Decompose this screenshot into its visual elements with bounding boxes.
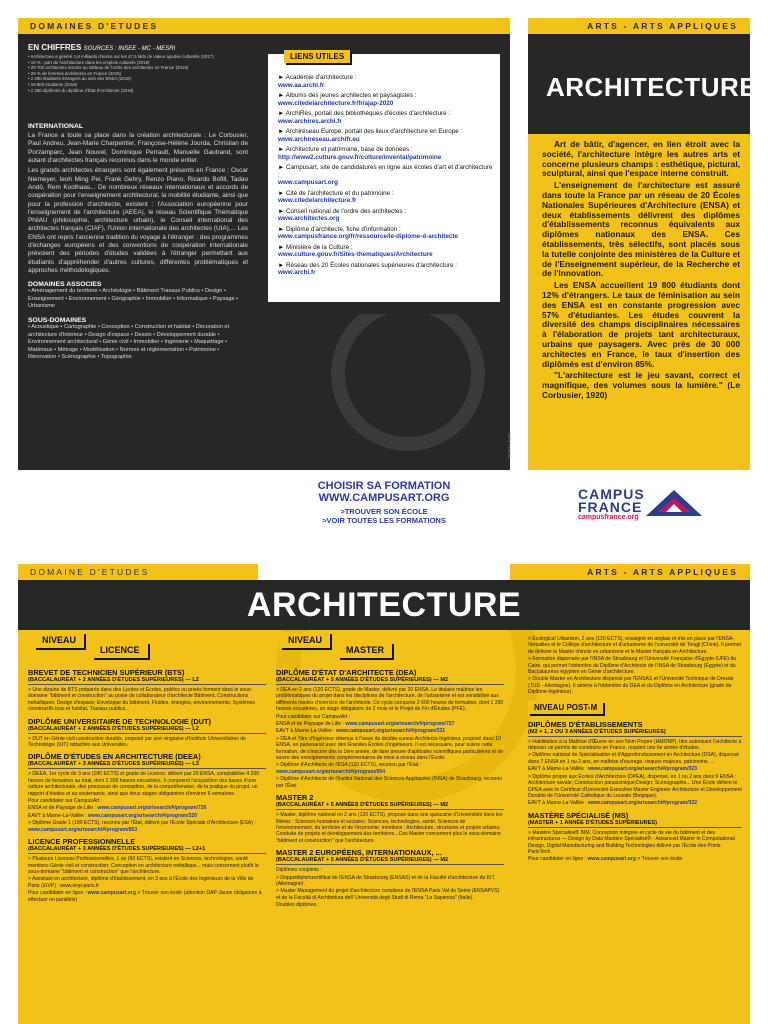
text-segment: > DEA et Titre d'Ingénieur obtenus à l'issue du double-cursus Architecte-Ingénieur, proposé dans 10 ENSA, en partenariat avec des Grandes Écoles d'ingénieurs. Il est nécessaire, pour suivre cette formation, de s'inscrire dès la 1ère année, de faire preuve d'aptitudes scientifiques particulières et de suivre des enseignements complémentaires de mise à niveau dans l'École. [276, 735, 504, 762]
diploma-subheading: (BACCALAURÉAT + 3 ANNÉES D'ÉTUDES SUPÉRIEURES) — L3 [28, 761, 266, 769]
intro-para-4: "L'architecture est le jeu savant, correct et magnifique, des volumes sous la lumière." (Le Corbusier, 1920) [542, 370, 740, 400]
diploma-text [28, 820, 266, 833]
lien-url[interactable]: www.culture.gouv.fr/Sites-thematiques/Architecture [278, 251, 433, 258]
text-segment: Pour candidater sur CampusArt : [28, 798, 103, 805]
campus-france-triangle-icon [644, 488, 704, 518]
niveau-tag-licence: NIVEAU [34, 632, 84, 648]
diploma-text [28, 736, 266, 749]
post-master-column [528, 636, 742, 1022]
top-left-bar [18, 18, 510, 34]
licence-tag: LICENCE [92, 642, 148, 658]
text-segment: Diplômes conjoints : [276, 867, 322, 874]
diploma-subheading: (BACCALAURÉAT + 2 ANNÉES D'ÉTUDES SUPÉRIEURES) — L2 [28, 726, 266, 734]
date-note: Octobre 2020 [506, 434, 511, 459]
architecture-title: ARCHITECTURE [546, 72, 758, 102]
lien-item: ► ArchiRès, portail des bibliothèques d'écoles d'architecture : www.archires.archi.fr [278, 110, 451, 125]
intro-para-2: L'enseignement de l'architecture est assuré dans toute la France par un réseau de 20 Écoles Nationales Supérieures d'Architecture (ENSA) et deux établissements délivrent des diplômes d'établissements reconnus équivalents aux diplômes nationaux des ENSA. Ces établissements, très sélectifs, sont placés sous la tutelle conjointe des ministères de la Culture et de l'Enseignement supérieur, de la Recherche et de l'Innovation. [542, 180, 740, 279]
diploma-text [528, 656, 742, 675]
diploma-heading: MASTER 2 [276, 793, 314, 803]
program-link[interactable]: www.campusart.org [87, 890, 136, 897]
master-column [276, 664, 504, 1022]
program-link[interactable]: www.campusart.org/artsearch/#/program/322 [588, 800, 698, 807]
middle-dark-panel [258, 34, 510, 470]
diploma-text [528, 676, 742, 695]
text-segment: > Master Management du projet d'architecture complexe de l'ENSA Paris Val de Seine (ENSAPVS) et de la Facoltà di Architettura dell' Università degli Studi di Roma "La Sapienza" (Italie). [276, 888, 500, 901]
program-link[interactable]: www.campusart.org/artsearch/#/program/726 [97, 805, 207, 812]
chiffre-line: • 29 % de femmes architectes en France (2019) [28, 70, 122, 76]
lien-item: ► Cité de l'architecture et du patrimoine : www.citedelarchitecture.fr [278, 189, 394, 204]
liens-list [278, 74, 494, 280]
diploma-text [28, 876, 266, 889]
niveau-tag-master: NIVEAU [280, 632, 330, 648]
program-link[interactable]: www.campusart.org [587, 856, 636, 863]
international-text-2: Les grands architectes étrangers sont également présents en France : Oscar Niemeyer, Ieoh Ming Pei, Frank Gehry, Renzo Piano, Ricardo Bofill, Tadao Andō, Rem Koolhaas... De nombreux réseaux internationaux et accords de coopération pour l'enseignement architectural, la mobilité étudiante, ainsi que pour la profession d'architecte, existent : l'Association européenne pour l'enseignement de l'architecture (AEEA), le réseau Scientifique Thématique PhilAU (philosophie, architecture urbain), le Conseil international des architectes français (CIAF), l'Union internationale des architectes (UIA),... Les ENSA ont repris l'ancienne tradition du voyage à l'étranger : des programmes d'échanges européens et des conventions de coopération internationale prévoient des périodes d'études validées à l'étranger permettant aux étudiants d'appréhender d'autres cultures, différentes problématiques et approches méthodologiques. [28, 167, 248, 274]
lien-label: Réseau des 20 Écoles nationales supérieures d'architecture : [285, 261, 457, 269]
program-link[interactable]: www.campusart.org/artsearch/#/program/853 [28, 826, 138, 833]
text-segment: ENSA et de Paysage de Lille : [276, 721, 346, 728]
text-segment: > Trouver son école (attention DAP-Jaune obligatoire à effectuer en parallèle) [28, 890, 262, 903]
diploma-heading: MASTÈRE SPÉCIALISÉ (MS) [528, 810, 629, 820]
diploma-heading: DIPLÔME UNIVERSITAIRE DE TECHNOLOGIE (DUT) [28, 716, 211, 726]
text-segment: EAVT à Marne-La-Vallée : [528, 800, 589, 807]
text-segment: > Master, diplôme national en 2 ans (120 ECTS), proposé dans une quinzaine d'Universités dans les filières : Sciences humaines et sociales; Sciences, technologies, santé; Sciences de l'environnement, du territoire et de l'économie; mentions : Architecture, structures et projets urbains; Conduite de projets et développement des territoires...Ces Master concernent plus le sous-domaine "bâtiment et construction" que l'architecture. [276, 812, 503, 844]
text-segment: > Habilitation à la Maîtrise d'Œuvre en son Nom Propre (HMONP), titre autorisant l'architecte à déposer un permis de construire en France, requiert une 6e année d'études. [528, 738, 742, 752]
lien-url[interactable]: www.citedelarchitecture.fr/fr/ajap-2020 [278, 99, 394, 107]
choisir-block [258, 480, 510, 525]
diploma-text [28, 890, 266, 903]
diploma-text [276, 762, 504, 775]
licence-column [28, 664, 266, 1022]
bottom-title-block [18, 580, 750, 630]
text-segment: > Diplôme propre aux Écoles d'Architecture (DPEA), dispensé, en 1 ou 2 ans dans 9 ENSA : Architecture navale; Construction parasismique;Design; Scénographie... Une École délivre le DPEA avec le Certificat d'Université Executive Master Engineer Architecture et Développement Durable de l'Université Catholique du Louvain (Belgique). [528, 773, 742, 799]
text-segment: > DEA en 2 ans (120 ECTS), grade de Master, délivré par 20 ENSA. Le titulaire maîtrise les problématiques du projet dans les disciplines de l'architecture, de l'urbanisme et est sensibilisé aux différents modes d'exercice de l'architecte. Ce cycle comporte 2 600 heures de formation, dont 1 200 heures encadrées, un stage obligatoire de 2 mois et le Projet de Fin d'Études (PFE). [276, 687, 504, 713]
bottom-right-bar [510, 564, 750, 580]
diploma-text [276, 687, 504, 713]
diploma-subheading: (BACCALAURÉAT + 5 ANNÉES D'ÉTUDES SUPÉRIEURES) — M2 [276, 857, 504, 865]
logo-line-1: CAMPUS [578, 486, 645, 502]
diploma-text [28, 805, 266, 811]
intro-para-1: Art de bâtir, d'agencer, en lien étroit avec la société, l'architecture intègre les autres arts et concerne plusieurs champs : esthétique, pictural, sculptural, ainsi que l'espace interne construit. [542, 139, 740, 179]
lien-item: ► Albums des jeunes architectes et paysagistes : www.citedelarchitecture.fr/fr/ajap-2020 [278, 92, 417, 107]
text-segment: > Diplôme d'Architecte de l'Institut National des Sciences Appliquées (INSA) de Strasbourg, reconnu par l'État. [276, 776, 503, 789]
lien-url[interactable]: www.archireseau.archifr.eu [278, 135, 360, 143]
chiffre-line: • 29 700 architectes inscrits au tableau de l'ordre des architectes en France (2019) [28, 65, 189, 71]
diploma-subheading: (MASTER + 1 ANNÉE D'ÉTUDES SUPÉRIEURES) [528, 820, 742, 828]
logo-url: campusfrance.org [578, 514, 639, 521]
diploma-text [528, 830, 742, 856]
lien-url[interactable]: www.citedelarchitecture.fr [278, 197, 357, 204]
text-segment: > Assistant en architecture, diplôme d'établissement, en 3 ans à l'École des Ingénieurs de la Ville de Paris (EIVP) : www.eivp-paris.fr [28, 876, 254, 889]
lien-item: ► Architecture et patrimoine, base de données : http://www2.culture.gouv.fr/culture/inventai/patrimoine [278, 146, 442, 161]
text-segment: EAVT à Marne-La-Vallée : [28, 812, 89, 819]
title-block [528, 34, 758, 134]
text-segment: Doubles diplômes : [276, 902, 320, 909]
international-title: INTERNATIONAL [28, 123, 83, 131]
international-text: La France a toute sa place dans la création architecturale : Le Corbusier, Paul Andreu, Jean-Marie Charpentier, Françoise-Hélène Jourda, Christian de Porzamparc, Jean Nouvel, Dominique Perrault, Manuelle Gautrand, sont autant d'architectes français reconnus dans le monde entier. [28, 132, 248, 165]
lien-label: Cité de l'architecture et du patrimoine : [285, 189, 394, 197]
diploma-text [28, 856, 266, 875]
diploma-text [276, 721, 504, 727]
bottom-bar-gap [258, 564, 510, 580]
chiffres-sources: SOURCES : INSEE - MC - MESRI [83, 46, 176, 52]
liens-title: LIENS UTILES [284, 50, 350, 63]
text-segment: > Une dizaine de BTS préparés dans des Lycées et Écoles, publics ou privés forment dans le sous-domaine "bâtiment et construction" au poste de collaborateur d'architecte Bâtiment, Constructions métalliques; Design d'espace; Enveloppe du bâtiment, Fluides, énergies, environnements; Systèmes constructifs bois et habitat, Travaux publics... [28, 687, 255, 713]
lien-label: Architecture et patrimoine, base de données : [285, 146, 413, 153]
text-segment: EAVT à Marne-La-Vallée : [276, 728, 337, 735]
voir-formations-link[interactable]: >VOIR TOUTES LES FORMATIONS [322, 516, 446, 525]
text-segment: > Plusieurs Licences Professionnelles, 1 an (60 ECTS), existent en Sciences, technologies, santé mentions Génie civil et construction; Conception en architecture métallique... mais concernent plutôt le sous-domaine "bâtiment et construction" que l'architecture. [28, 856, 259, 875]
diploma-text [528, 636, 742, 655]
diploma-text [528, 774, 742, 800]
diploma-text [28, 771, 266, 797]
trouver-ecole-link[interactable]: >TROUVER SON ÉCOLE [340, 507, 428, 516]
sous-domaines-text: • Acoustique • Cartographie • Conception • Construction et habitat • Décoration et architecture d'intérieur • Design d'espace • Dessin • Développement durable • Environnement architectural • Génie civil • Immobilier • Ingénierie • Maquettage • Matériaux • Métrage • Modélisation • Normes et réglementation • Patrimoine • Rénovation • Scénographie • Topographie [28, 323, 230, 361]
lien-label: Académie d'architecture : [285, 74, 357, 81]
chiffre-line: • 2 280 étudiants étrangers au sein des ENSA (2018) [28, 76, 132, 82]
text-segment: > Diplôme Grade 1 (180 ECTS), reconnu par l'État, délivré par l'École Spéciale d'Architecture (ESA) : [28, 820, 256, 827]
chiffre-line: • Architecture a généré 1,8 milliards d'euros sur les 47,5 Mds de valeur ajoutée culturelle (2017) [28, 54, 214, 59]
logo-line-2: FRANCE [578, 499, 643, 515]
diploma-text [528, 739, 742, 752]
lien-label: Conseil national de l'ordre des architectes : [285, 207, 407, 215]
lien-item: ► Ministère de la Culture : www.culture.gouv.fr/Sites-thematiques/Architecture [278, 243, 433, 258]
intro-para-3: Les ENSA accueillent 19 800 étudiants dont 12% d'étrangers. Le taux de féminisation au sein des ENSA est en constante progression avec 57% d'étudiantes. Les études couvrent la diversité des champs disciplinaires nécessaires à l'élaboration de projets tant architecturaux, urbains que paysagers. Avec près de 30 000 architectes en France, le taux d'insertion des diplômés est d'environ 85%. [542, 280, 740, 369]
chiffres-title: EN CHIFFRES [28, 43, 82, 52]
diploma-subheading: (BACCALAURÉAT + 2 ANNÉES D'ÉTUDES SUPÉRIEURES) — L2 [28, 677, 266, 685]
diploma-text [28, 813, 266, 819]
program-link[interactable]: www.campusart.org/artsearch/#/program/323 [588, 766, 698, 773]
lien-item: ► Académie d'architecture : www.aa.archi.fr [278, 74, 357, 89]
sous-domaines-title: SOUS-DOMAINES [28, 316, 87, 324]
choisir-url[interactable]: WWW.CAMPUSART.ORG [318, 492, 450, 504]
bottom-left-bar [18, 564, 258, 580]
lien-url[interactable]: www.archi.fr [278, 269, 316, 276]
diploma-subheading: (BACCALAURÉAT + 5 ANNÉES D'ÉTUDES SUPÉRIEURES) — M2 [276, 677, 504, 685]
text-segment: EAVT à Marne-La-Vallée : [528, 766, 589, 773]
diploma-text [28, 798, 266, 804]
lien-item: ► Réseau des 20 Écoles nationales supérieures d'architecture : www.archi.fr [278, 261, 457, 276]
text-segment: Pour candidater en ligne : [28, 890, 88, 897]
chiffre-line: • 16 % : part de l'architecture dans les emplois culturels (2019) [28, 59, 150, 65]
diploma-subheading: (BACCALAURÉAT + 5 ANNÉES D'ÉTUDES SUPÉRIEURES) — M2 [276, 802, 504, 810]
lien-label: Diplôme d'architecte, fiche d'information : [285, 225, 401, 233]
text-segment: > Mastère Spécialisé® BIM, Conception intégrée et cycle de vie du bâtiment et des infrastructures — Design by Data Mastère Spécialisé® - Advanced Master in Computational Design, Digital Manufacturing and Building Technologies délivré par l'École des Ponts ParisTech. [528, 829, 735, 855]
chiffre-line: • 2 280 diplômés du diplôme d'État d'Architecte (2019) [28, 87, 134, 93]
choisir-title: CHOISIR SA FORMATION [317, 480, 451, 492]
text-segment: > Ecological Urbanism, 2 ans (120 ECTS), enseigné en anglais et mis en place par l'ENSA-Versailles et le Collège d'architecture et d'urbanisme de l'université de Tongji (Chine). Il permet de délivrer le Master chinois en urbanisme et le Master français en Architecture. [528, 636, 741, 655]
diploma-text [528, 856, 742, 862]
diploma-text [528, 766, 742, 772]
domaines-title: DOMAINES ASSOCIES [28, 281, 102, 289]
chiffre-line: • 19 800 étudiants (2019) [28, 81, 78, 87]
lien-url[interactable]: www.campusfrance.org/fr/ressource/le-diplome-d-architecte [278, 233, 458, 240]
text-segment: > Doppeldiplomzertifikat de l'ENSA de Strasbourg (ENSAS) et de la Faculté d'architecture du KIT (Allemagne). [276, 874, 495, 887]
diploma-subheading: (BACCALAURÉAT + 3 ANNÉES D'ÉTUDES SUPÉRIEURES) — L2+1 [28, 846, 266, 854]
diploma-heading: BREVET DE TECHNICIEN SUPÉRIEUR (BTS) [28, 668, 185, 677]
diploma-text [528, 800, 742, 806]
diploma-text [276, 812, 504, 844]
campus-france-logo [578, 488, 718, 528]
lien-item: ► Diplôme d'architecte, fiche d'information : www.campusfrance.org/fr/ressource/le-diplome-d-architecte [278, 225, 458, 240]
intro-panel [528, 134, 750, 470]
diploma-subheading: (M2 + 1, 2 OU 3 ANNÉES D'ÉTUDES SUPÉRIEURES) [528, 729, 742, 737]
lien-item: ► Archiréseau Europe, portail des lieux d'architecture en Europe : www.archireseau.archifr.eu [278, 128, 463, 143]
text-segment: > Double Master en Architecture dispensé par l'ENSAS et l'Université Technique de Dresde (TUD - Allemagne). Il amène à l'obtention du DEA et du Diplôme en Architecture (grade de Diplôme-Ingénieur). [528, 676, 734, 696]
lien-label: Albums des jeunes architectes et paysagistes : [285, 92, 417, 99]
diploma-text [276, 888, 504, 901]
diploma-text [528, 752, 742, 765]
chiffres-heading [28, 43, 248, 52]
bottom-architecture-title: ARCHITECTURE [246, 586, 522, 624]
diploma-heading: LICENCE PROFESSIONNELLE [28, 837, 136, 847]
diploma-text [276, 902, 504, 908]
lien-item: ► Campusart, site de candidatures en ligne aux écoles d'art et d'architecture : www.campusart.org [278, 164, 493, 186]
lien-url[interactable]: www.aa.archi.fr [278, 81, 325, 89]
decorative-logo-icon [298, 314, 498, 464]
lien-url[interactable]: http://www2.culture.gouv.fr/culture/inventai/patrimoine [278, 153, 442, 161]
text-segment: > Trouver son école [635, 856, 683, 863]
text-segment: ENSA et de Paysage de Lille : [28, 805, 98, 812]
lien-label: Ministère de la Culture : [285, 243, 353, 251]
lien-url[interactable]: www.archires.archi.fr [278, 117, 342, 125]
category-label: ARTS - ARTS APPLIQUES [587, 21, 738, 31]
lien-label: Campusart, site de candidatures en ligne aux écoles d'art et d'architecture : [278, 164, 493, 179]
post-m-tag: NIVEAU POST-M [528, 701, 603, 714]
diploma-text [276, 714, 504, 720]
left-dark-panel [18, 34, 258, 470]
text-segment: > Formation dispensée par l'INSA de Strasbourg et l'Université Française d'Égypte (UFE) du Caire, qui permet l'obtention du Diplôme d'Architecte de l'INSA de Strasbourg (Égypte) et du Baccalauréos égyptien en Génie d'architecture. [528, 656, 737, 676]
program-link[interactable]: www.campusart.org/artsearch/#/program/854 [276, 768, 386, 775]
text-segment: Pour candidater sur CampusArt : [276, 713, 351, 720]
program-link[interactable]: www.campusart.org/artsearch/#/program/727 [345, 721, 455, 728]
program-link[interactable]: www.campusart.org/artsearch/#/program/320 [88, 812, 198, 819]
text-segment: > DEEA, 1er cycle de 3 ans (180 ECTS) et grade de Licence, délivré par 20 ENSA, comptabilise 4 200 heures de formation au total, dont 2 200 heures encadrées. Il comprend l'acquisition des bases d'une culture architecturale, des processus de conception, de la compréhension, de la pratique du projet, un rapport d'études et sa soutenance, ainsi que deux stages obligatoires d'environ 6 semaines. [28, 771, 260, 797]
program-link[interactable]: www.campusart.org/artsearch/#/program/321 [336, 728, 446, 735]
domain-label: DOMAINES D'ETUDES [30, 21, 159, 31]
diploma-text [28, 687, 266, 713]
text-segment: > DUT en Génie civil construction durable, proposé par une vingtaine d'Instituts Universitaires de Technologie (IUT) rattachés aux Universités. [28, 735, 246, 749]
text-segment: > Diplôme national de Spécialisation et d'Approfondissement en Architecture (DSA), dispensé dans 7 ENSA en 1 ou 2 ans, en maîtrise d'ouvrage, risques majeurs, patrimoine, ... [528, 752, 739, 765]
text-segment: Pour candidater en ligne : [528, 856, 588, 863]
diploma-text [276, 728, 504, 734]
lien-label: Archiréseau Europe, portail des lieux d'architecture en Europe : [285, 128, 463, 135]
domaines-text: • Aménagement du territoire • Archéologie • Bâtiment Travaux Publics • Design • Enseignement • Environnement • Géographie • Immobilier • Informatique • Paysage • Urbanisme [28, 288, 239, 310]
diploma-text [276, 867, 504, 873]
diploma-heading: MASTER 2 EUROPÉENS, INTERNATIONAUX, ... [276, 848, 442, 858]
diploma-text [276, 736, 504, 762]
lien-label: ArchiRès, portail des bibliothèques d'écoles d'architecture : [285, 110, 451, 117]
diploma-text [276, 875, 504, 888]
text-segment: > Diplôme d'Architecte de l'ESA (120 ECTS), reconnu par l'État : [276, 762, 422, 769]
lien-url[interactable]: www.architectes.org [278, 215, 340, 222]
diploma-text [276, 776, 504, 789]
diploma-heading: DIPLÔMES D'ÉTABLISSEMENTS [528, 719, 643, 729]
master-tag: MASTER [338, 642, 392, 658]
bottom-domain-label: DOMAINE D'ETUDES [30, 567, 150, 577]
lien-item: ► Conseil national de l'ordre des architectes : www.architectes.org [278, 207, 407, 222]
top-right-bar [528, 18, 750, 34]
diploma-heading: DIPLÔME D'ÉTAT D'ARCHITECTE (DEA) [276, 668, 417, 677]
lien-url[interactable]: www.campusart.org [278, 179, 338, 186]
diploma-heading: DIPLÔME D'ÉTUDES EN ARCHITECTURE (DEEA) [28, 752, 201, 762]
bottom-category-label: ARTS - ARTS APPLIQUES [587, 567, 738, 577]
chiffres-list [28, 54, 248, 93]
